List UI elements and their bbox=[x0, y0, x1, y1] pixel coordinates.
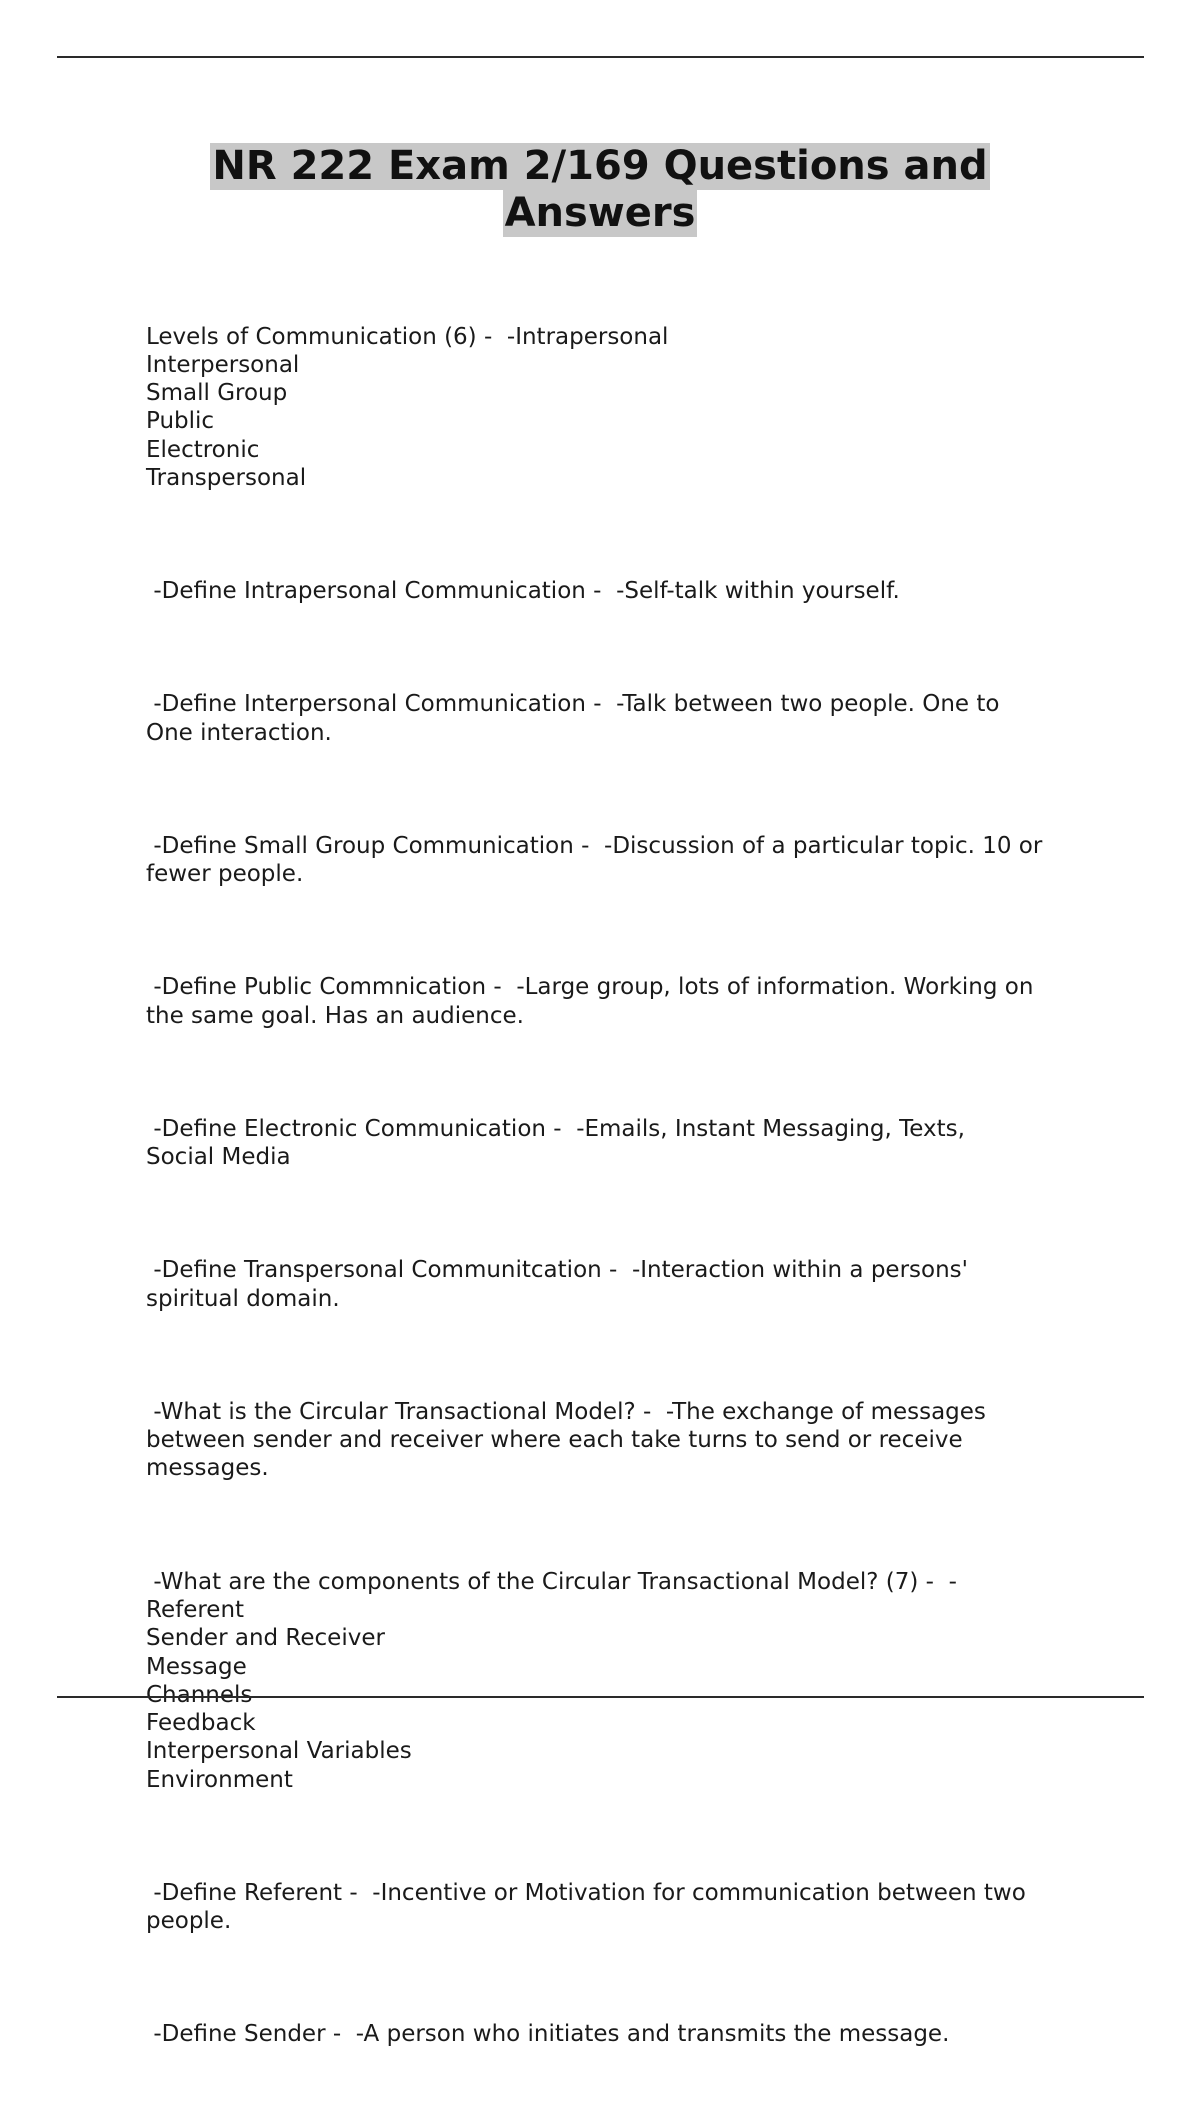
title-line-1: NR 222 Exam 2/169 Questions and bbox=[212, 143, 988, 189]
qa-entry-sender: -Define Sender - -A person who initiates and transmits the message. bbox=[146, 2021, 950, 2048]
qa-entry-circular-model: -What is the Circular Transactional Model? - -The exchange of messages between sender and receiver where each take turns to send or receive messages. bbox=[146, 1398, 986, 1482]
document-title bbox=[0, 143, 1200, 237]
qa-entry-intrapersonal: -Define Intrapersonal Communication - -Self-talk within yourself. bbox=[146, 578, 900, 605]
footer-rule bbox=[57, 1696, 1144, 1698]
qa-entry-referent: -Define Referent - -Incentive or Motivation for communication between two people. bbox=[146, 1879, 1026, 1935]
title-line-2: Answers bbox=[504, 190, 696, 236]
qa-list bbox=[146, 266, 1106, 2105]
qa-entry-small-group: -Define Small Group Communication - -Discussion of a particular topic. 10 or fewer people. bbox=[146, 832, 1043, 888]
qa-entry-levels: Levels of Communication (6) - -Intrapersonal Interpersonal Small Group Public Electronic Transpersonal bbox=[146, 323, 669, 492]
header-rule bbox=[57, 56, 1144, 58]
qa-entry-model-components: -What are the components of the Circular Transactional Model? (7) - - Referent Sender and Receiver Message Channels Feedback Interpersonal Variables Environment bbox=[146, 1568, 957, 1793]
qa-entry-public: -Define Public Commnication - -Large group, lots of information. Working on the same goal. Has an audience. bbox=[146, 974, 1034, 1029]
qa-entry-interpersonal: -Define Interpersonal Communication - -Talk between two people. One to One interaction. bbox=[146, 691, 1000, 746]
qa-entry-electronic: -Define Electronic Communication - -Emails, Instant Messaging, Texts, Social Media bbox=[146, 1115, 965, 1171]
qa-entry-transpersonal: -Define Transpersonal Communitcation - -Interaction within a persons' spiritual domain. bbox=[146, 1257, 968, 1312]
